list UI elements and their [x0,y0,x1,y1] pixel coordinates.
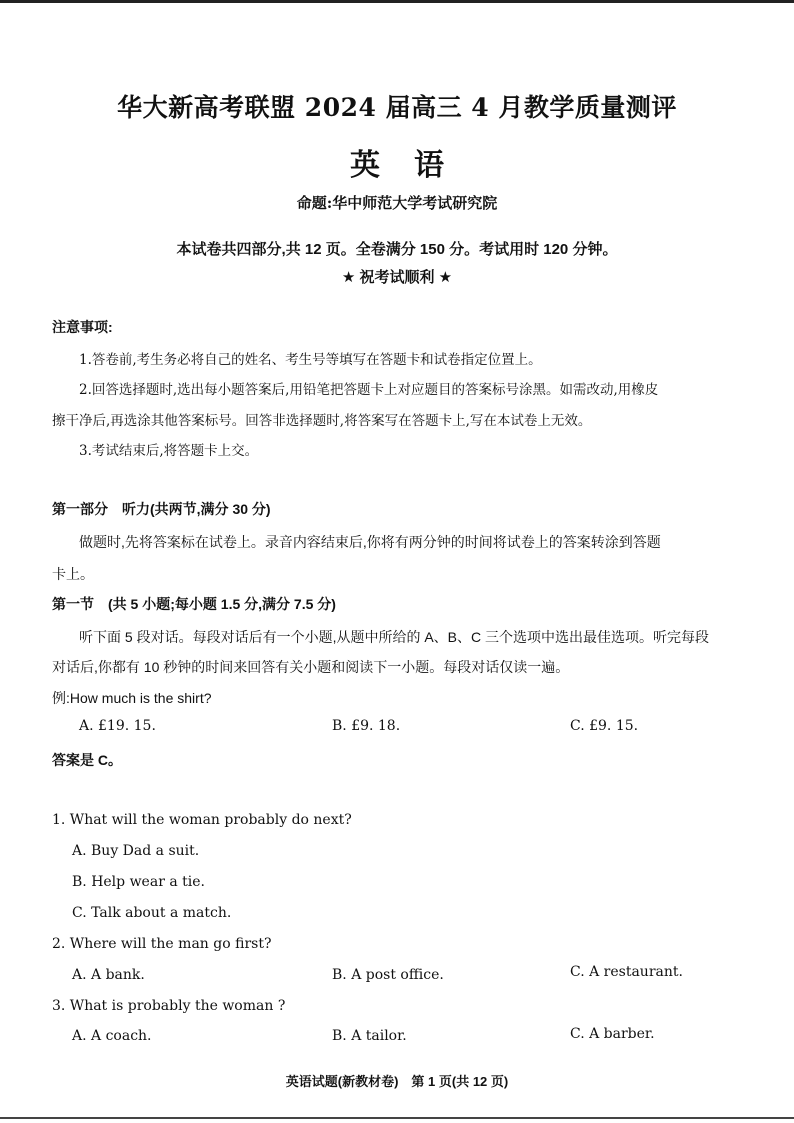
notice-item-2-line-2: 擦干净后,再选涂其他答案标号。回答非选择题时,将答案写在答题卡上,写在本试卷上无效。 [52,413,592,429]
page-footer: 英语试题(新教材卷) 第 1 页(共 12 页) [285,1074,509,1089]
question-3: 3. What is probably the woman ? [52,998,286,1014]
question-1-option-b: B. Help wear a tie. [72,874,205,890]
question-2-option-a: A. A bank. [72,967,145,983]
question-3-option-a: A. A coach. [72,1028,152,1044]
author-line: 命题:华中师范大学考试研究院 [296,194,498,212]
subject-title: 英语 [350,148,478,183]
question-2-option-c: C. A restaurant. [570,964,683,980]
question-1: 1. What will the woman probably do next? [52,812,352,828]
page-top-border [0,0,794,3]
part1-intro-line-2: 卡上。 [52,566,94,582]
example-answer: 答案是 C。 [52,752,122,768]
part1-intro-line-1: 做题时,先将答案标在试卷上。录音内容结束后,你将有两分钟的时间将试卷上的答案转涂到答题 [79,534,661,550]
question-2-option-b: B. A post office. [332,967,444,983]
example-option-a: A. £19. 15. [79,718,156,734]
question-3-option-c: C. A barber. [570,1026,655,1042]
exam-title: 华大新高考联盟 2024 届高三 4 月教学质量测评 [117,93,677,122]
notice-heading: 注意事项: [52,319,113,335]
question-1-option-c: C. Talk about a match. [72,905,232,921]
section1-instructions-line-1: 听下面 5 段对话。每段对话后有一个小题,从题中所给的 A、B、C 三个选项中选出最佳选项。听完每段 [79,629,710,645]
good-luck-line: ★ 祝考试顺利 ★ [341,269,453,286]
part1-heading: 第一部分 听力(共两节,满分 30 分) [52,501,271,517]
page-bottom-border [0,1117,794,1119]
section1-heading: 第一节 (共 5 小题;每小题 1.5 分,满分 7.5 分) [52,596,336,612]
question-2: 2. Where will the man go first? [52,936,272,952]
paper-info: 本试卷共四部分,共 12 页。全卷满分 150 分。考试用时 120 分钟。 [176,241,618,258]
question-3-option-b: B. A tailor. [332,1028,407,1044]
notice-item-1: 1.答卷前,考生务必将自己的姓名、考生号等填写在答题卡和试卷指定位置上。 [79,352,542,368]
example-option-b: B. £9. 18. [332,718,401,734]
example-question: 例:How much is the shirt? [52,690,212,706]
notice-item-3: 3.考试结束后,将答题卡上交。 [79,443,259,459]
section1-instructions-line-2: 对话后,你都有 10 秒钟的时间来回答有关小题和阅读下一小题。每段对话仅读一遍。 [52,659,570,675]
question-1-option-a: A. Buy Dad a suit. [72,843,200,859]
example-option-c: C. £9. 15. [570,718,639,734]
notice-item-2-line-1: 2.回答选择题时,选出每小题答案后,用铅笔把答题卡上对应题目的答案标号涂黑。如需改动,用橡皮 [79,382,659,398]
